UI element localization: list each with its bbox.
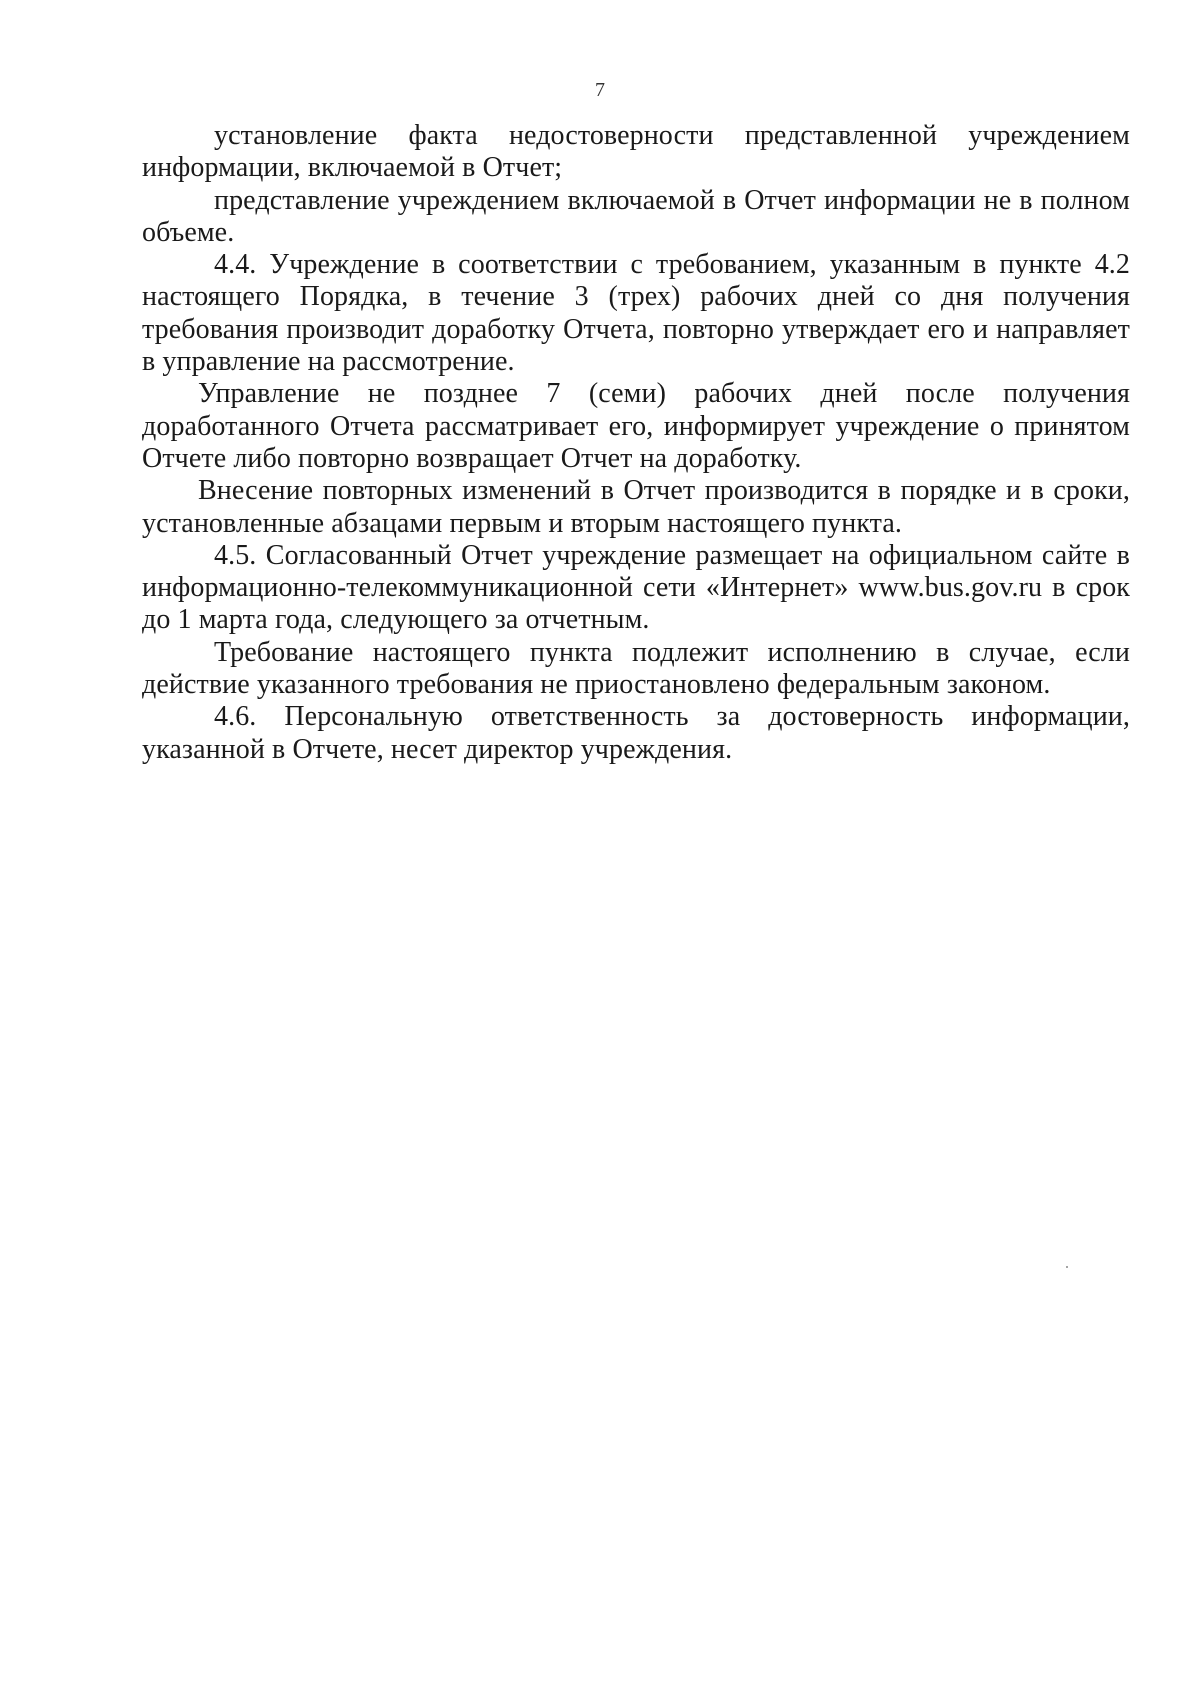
paragraph-repeat-changes: Внесение повторных изменений в Отчет производится в порядке и в сроки, установленные абзацами первым и вторым настоящего пункта.: [142, 475, 1130, 539]
paragraph-department-review: Управление не позднее 7 (семи) рабочих дней после получения доработанного Отчета рассматривает его, информирует учреждение о принятом Отчете либо повторно возвращает Отчет на доработку.: [142, 378, 1130, 474]
page-number: 7: [595, 79, 605, 101]
paragraph-4-4: 4.4. Учреждение в соответствии с требованием, указанным в пункте 4.2 настоящего Порядка, в течение 3 (трех) рабочих дней со дня получения требования производит доработку Отчета, повторно утверждает его и направляет в управление на рассмотрение.: [142, 249, 1130, 378]
paragraph-requirement-execution: Требование настоящего пункта подлежит исполнению в случае, если действие указанного требования не приостановлено федеральным законом.: [142, 636, 1130, 701]
paragraph-4-5: 4.5. Согласованный Отчет учреждение размещает на официальном сайте в информационно-телекоммуникационной сети «Интернет» www.bus.gov.ru в срок до 1 марта года, следующего за отчетным.: [142, 539, 1130, 636]
paragraph-4-6: 4.6. Персональную ответственность за достоверность информации, указанной в Отчете, несет директор учреждения.: [142, 701, 1130, 765]
scan-speck: [1066, 1266, 1068, 1268]
paragraph-fact-unreliability: установление факта недостоверности представленной учреждением информации, включаемой в Отчет;: [142, 120, 1130, 184]
paragraph-incomplete-info: представление учреждением включаемой в Отчет информации не в полном объеме.: [142, 184, 1130, 248]
document-body: [142, 120, 1130, 766]
